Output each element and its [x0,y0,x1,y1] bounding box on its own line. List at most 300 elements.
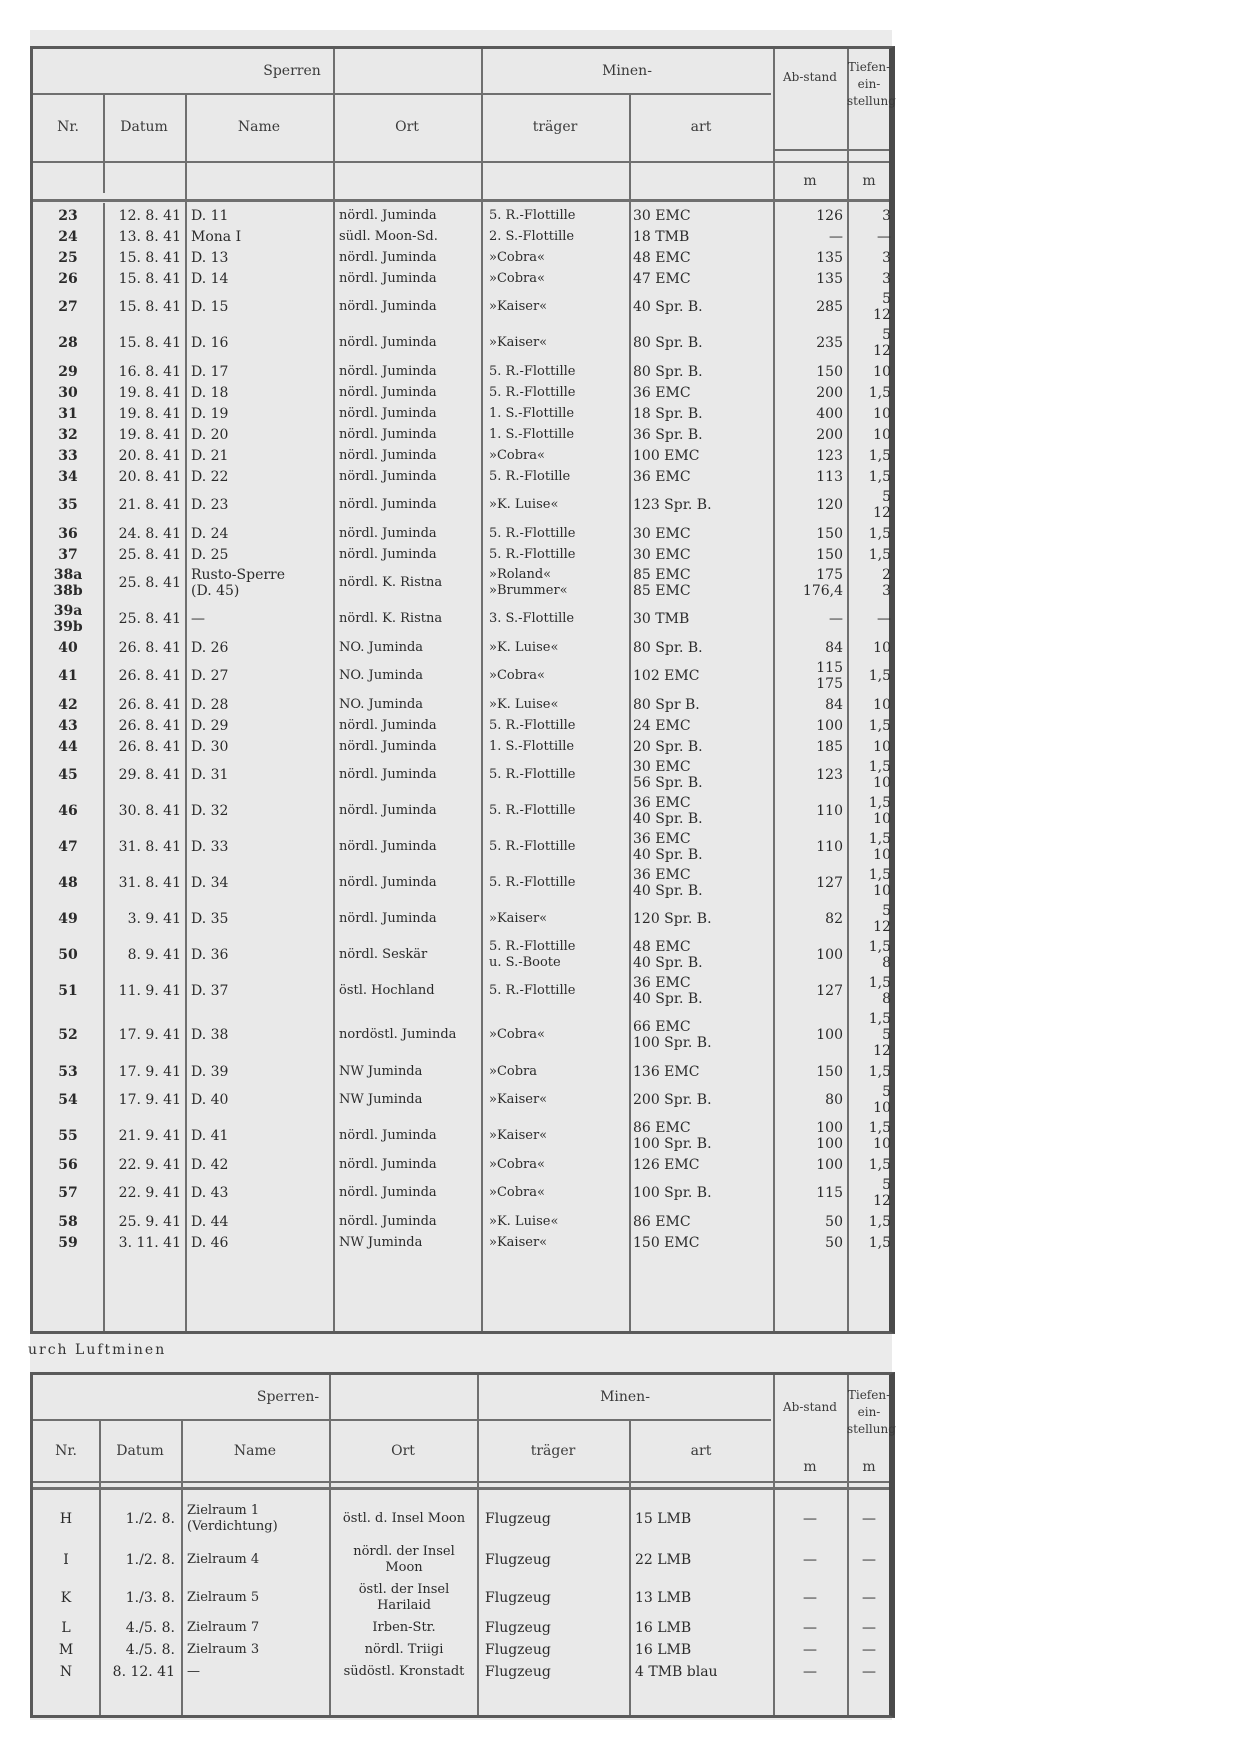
mine-barrier-table [30,46,895,1334]
cell-tiefe: — [877,229,891,245]
cell-name: — [187,1664,200,1679]
cell-nr: N [59,1664,73,1680]
cell-datum: 26. 8. 41 [118,640,181,656]
table-row [33,382,889,403]
cell-art: 120 Spr. B. [633,911,712,927]
cell-art: 150 EMC [633,1235,700,1251]
cell-traeger: »Cobra« [489,1027,545,1042]
cell-tiefe: 1,5 [868,469,891,485]
cell-datum: 22. 9. 41 [118,1185,181,1201]
cell-name: D. 29 [191,718,229,734]
table-row [33,1009,889,1061]
cell-art: 80 Spr. B. [633,335,703,351]
table-row [33,637,889,658]
cell-abstand: — [803,1664,817,1680]
cell-art: 136 EMC [633,1064,700,1080]
cell-ort: nördl. Juminda [339,271,437,286]
t2-header-sperren: Sperren- [256,1389,320,1405]
cell-art: 16 LMB [635,1620,692,1636]
cell-name: D. 17 [191,364,229,380]
cell-abstand: — [803,1511,817,1527]
cell-art: 22 LMB [635,1552,692,1568]
cell-traeger: »Kaiser« [489,335,548,350]
cell-nr: 44 [58,739,78,755]
cell-datum: 1./2. 8. [125,1511,175,1527]
header-tiefe: Tiefen-ein-stellung [847,60,896,108]
table-row [33,1497,889,1541]
cell-datum: 21. 9. 41 [118,1128,181,1144]
cell-tiefe: 1,5 [868,1214,891,1230]
cell-tiefe: 10 [873,427,891,443]
cell-name: D. 36 [191,947,229,963]
cell-traeger: »K. Luise« [489,640,559,655]
cell-art: 48 EMC [633,250,691,266]
cell-datum: 30. 8. 41 [118,803,181,819]
cell-datum: 4./5. 8. [125,1620,175,1636]
cell-datum: 4./5. 8. [125,1642,175,1658]
cell-traeger: 5. R.-Flottille [489,767,576,782]
cell-abstand: 110 [816,839,843,855]
table-row [33,424,889,445]
cell-tiefe: 1,5 10 [868,831,891,863]
cell-tiefe: 1,5 [868,1064,891,1080]
cell-ort: NW Juminda [339,1092,423,1107]
cell-traeger: »Cobra« [489,271,545,286]
cell-name: D. 19 [191,406,229,422]
cell-art: 18 TMB [633,229,690,245]
cell-tiefe: 3 [882,250,891,266]
table-row [33,487,889,523]
cell-abstand: 150 [816,526,843,542]
cell-datum: 20. 8. 41 [118,448,181,464]
cell-traeger: Flugzeug [485,1590,551,1606]
cell-datum: 3. 9. 41 [127,911,181,927]
cell-traeger: »Cobra« [489,1185,545,1200]
cell-abstand: 100 [816,1157,843,1173]
table-row [33,901,889,937]
cell-tiefe: 1,5 [868,385,891,401]
cell-traeger: 5. R.-Flottille [489,839,576,854]
cell-nr: 47 [58,839,78,855]
t2-header-nr: Nr. [55,1443,77,1459]
cell-abstand: — [803,1642,817,1658]
cell-name: Zielraum 7 [187,1620,260,1635]
cell-name: D. 35 [191,911,229,927]
table-row [33,268,889,289]
header-ort: Ort [395,119,419,135]
cell-abstand: 115 175 [816,660,843,692]
cell-nr: 23 [58,208,78,224]
cell-tiefe: 10 [873,697,891,713]
cell-ort: nördl. Juminda [339,208,437,223]
header-name: Name [237,119,281,135]
cell-nr: K [60,1590,72,1606]
cell-datum: 24. 8. 41 [118,526,181,542]
cell-traeger: 1. S.-Flottille [489,739,575,754]
cell-datum: 25. 8. 41 [118,547,181,563]
cell-traeger: »Kaiser« [489,1128,548,1143]
cell-nr: 55 [58,1128,78,1144]
cell-abstand: 127 [816,983,843,999]
cell-datum: 25. 8. 41 [118,611,181,627]
cell-traeger: »K. Luise« [489,1214,559,1229]
table-row [33,1541,889,1579]
table-row [33,1661,889,1683]
cell-nr: 57 [58,1185,78,1201]
cell-abstand: 84 [825,697,843,713]
cell-traeger: 5. R.-Flotille [489,469,571,484]
cell-abstand: — [803,1590,817,1606]
cell-tiefe: 5 12 [873,291,891,323]
cell-name: D. 46 [191,1235,229,1251]
cell-ort: nördl. Juminda [339,875,437,890]
cell-art: 85 EMC 85 EMC [633,567,691,599]
cell-nr: 56 [58,1157,78,1173]
cell-tiefe: 1,5 8 [868,939,891,971]
header-art: art [690,119,712,135]
cell-tiefe: 5 10 [873,1084,891,1116]
cell-ort: nördl. Juminda [339,427,437,442]
table-row [33,403,889,424]
cell-art: 80 Spr B. [633,697,700,713]
cell-abstand: 123 [816,767,843,783]
cell-art: 16 LMB [635,1642,692,1658]
table-row [33,937,889,973]
cell-datum: 1./2. 8. [125,1552,175,1568]
cell-traeger: Flugzeug [485,1620,551,1636]
cell-abstand: 135 [816,271,843,287]
cell-nr: 46 [58,803,78,819]
cell-name: D. 41 [191,1128,229,1144]
cell-nr: 35 [58,497,78,513]
cell-traeger: 3. S.-Flottille [489,611,575,626]
t2-header-abstand: Ab-stand [783,1400,837,1414]
cell-traeger: »Kaiser« [489,299,548,314]
table-row [33,1061,889,1082]
cell-nr: 39a 39b [53,603,83,635]
cell-tiefe: 1,5 [868,547,891,563]
cell-traeger: »Roland« »Brummer« [489,567,568,598]
cell-name: D. 42 [191,1157,229,1173]
table-row [33,829,889,865]
cell-traeger: »Cobra« [489,1157,545,1172]
cell-nr: 27 [58,299,78,315]
cell-ort: nördl. Juminda [339,547,437,562]
cell-datum: 12. 8. 41 [118,208,181,224]
cell-tiefe: 10 [873,739,891,755]
cell-tiefe: 1,5 5 12 [868,1011,891,1059]
cell-nr: H [59,1511,73,1527]
t2-header-ort: Ort [391,1443,415,1459]
cell-art: 80 Spr. B. [633,640,703,656]
table-row [33,1639,889,1661]
table-row [33,1175,889,1211]
cell-art: 200 Spr. B. [633,1092,712,1108]
cell-tiefe: 3 [882,271,891,287]
cell-ort: nördl. Juminda [339,250,437,265]
table-row [33,865,889,901]
cell-tiefe: 1,5 10 [868,759,891,791]
cell-ort: nördl. Juminda [339,739,437,754]
cell-art: 123 Spr. B. [633,497,712,513]
cell-ort: nördl. Juminda [339,364,437,379]
table-row [33,544,889,565]
cell-ort: nördl. Juminda [339,299,437,314]
cell-traeger: 5. R.-Flottille u. S.-Boote [489,939,576,970]
cell-nr: 37 [58,547,78,563]
cell-datum: 1./3. 8. [125,1590,175,1606]
table-row [33,1118,889,1154]
cell-name: Zielraum 5 [187,1590,260,1605]
cell-traeger: 2. S.-Flottille [489,229,575,244]
cell-ort: nördl. Juminda [339,1185,437,1200]
cell-name: D. 14 [191,271,229,287]
air-mine-table [30,1372,895,1718]
cell-abstand: 82 [825,911,843,927]
cell-nr: 54 [58,1092,78,1108]
cell-ort: nördl. Juminda [339,718,437,733]
t2-header-datum: Datum [116,1443,164,1459]
cell-tiefe: — [877,611,891,627]
cell-ort: nördl. Juminda [339,839,437,854]
cell-art: 40 Spr. B. [633,299,703,315]
table-row [33,757,889,793]
cell-nr: L [61,1620,71,1636]
header-nr: Nr. [57,119,79,135]
cell-art: 15 LMB [635,1511,692,1527]
table-row [33,1082,889,1118]
cell-ort: östl. der Insel Harilaid [358,1582,450,1613]
cell-art: 24 EMC [633,718,691,734]
table-row [33,1232,889,1253]
cell-ort: nördl. Juminda [339,526,437,541]
cell-art: 100 EMC [633,448,700,464]
cell-nr: M [58,1642,74,1658]
cell-traeger: 5. R.-Flottille [489,526,576,541]
cell-datum: 26. 8. 41 [118,718,181,734]
table-row [33,565,889,601]
cell-art: 36 EMC 40 Spr. B. [633,975,703,1007]
cell-nr: 40 [58,640,78,656]
cell-nr: 45 [58,767,78,783]
cell-tiefe: 2 3 [882,567,891,599]
cell-tiefe: 1,5 10 [868,867,891,899]
cell-name: D. 31 [191,767,229,783]
cell-traeger: »K. Luise« [489,697,559,712]
cell-ort: NW Juminda [339,1235,423,1250]
cell-nr: 25 [58,250,78,266]
cell-datum: 21. 8. 41 [118,497,181,513]
cell-nr: 33 [58,448,78,464]
section-caption: urch Luftminen [28,1342,167,1358]
cell-tiefe: 5 12 [873,1177,891,1209]
cell-traeger: »K. Luise« [489,497,559,512]
cell-art: 4 TMB blau [635,1664,718,1680]
table-row [33,658,889,694]
cell-name: D. 37 [191,983,229,999]
cell-art: 36 EMC 40 Spr. B. [633,795,703,827]
cell-ort: östl. d. Insel Moon [342,1511,466,1526]
cell-traeger: 5. R.-Flottille [489,385,576,400]
cell-tiefe: 1,5 [868,718,891,734]
cell-abstand: 100 [816,718,843,734]
cell-abstand: — [829,611,843,627]
cell-traeger: 5. R.-Flottille [489,718,576,733]
cell-abstand: 400 [816,406,843,422]
cell-nr: 53 [58,1064,78,1080]
header-sperren: Sperren [263,63,321,79]
cell-name: D. 40 [191,1092,229,1108]
cell-name: Zielraum 1 (Verdichtung) [187,1503,278,1534]
cell-tiefe: 1,5 10 [868,795,891,827]
cell-nr: 34 [58,469,78,485]
cell-datum: 15. 8. 41 [118,271,181,287]
cell-traeger: »Kaiser« [489,911,548,926]
cell-ort: nördl. K. Ristna [339,575,443,590]
cell-nr: 58 [58,1214,78,1230]
cell-datum: 26. 8. 41 [118,739,181,755]
t2-header-minen: Minen- [600,1389,650,1405]
cell-datum: 19. 8. 41 [118,427,181,443]
cell-datum: 15. 8. 41 [118,299,181,315]
cell-ort: nördl. Juminda [339,1157,437,1172]
cell-datum: 20. 8. 41 [118,469,181,485]
cell-nr: I [63,1552,69,1568]
cell-name: D. 22 [191,469,229,485]
cell-datum: 8. 12. 41 [112,1664,175,1680]
cell-name: Zielraum 3 [187,1642,260,1657]
cell-ort: nördl. Juminda [339,767,437,782]
cell-tiefe: 5 12 [873,489,891,521]
cell-art: 36 EMC [633,469,691,485]
cell-nr: 28 [58,335,78,351]
cell-tiefe: 10 [873,640,891,656]
cell-datum: 13. 8. 41 [118,229,181,245]
cell-tiefe: 5 12 [873,903,891,935]
cell-ort: NW Juminda [339,1064,423,1079]
cell-datum: 26. 8. 41 [118,697,181,713]
cell-traeger: »Cobra [489,1064,538,1079]
cell-abstand: 100 [816,947,843,963]
cell-abstand: 100 100 [816,1120,843,1152]
cell-nr: 26 [58,271,78,287]
cell-ort: NO. Juminda [339,668,424,683]
cell-name: D. 44 [191,1214,229,1230]
cell-ort: südöstl. Kronstadt [343,1664,465,1679]
cell-name: D. 33 [191,839,229,855]
cell-tiefe: — [862,1590,876,1606]
cell-abstand: 80 [825,1092,843,1108]
cell-abstand: 50 [825,1235,843,1251]
cell-name: D. 24 [191,526,229,542]
cell-tiefe: 1,5 [868,1157,891,1173]
cell-name: D. 20 [191,427,229,443]
cell-tiefe: — [862,1642,876,1658]
header-abstand: Ab-stand [783,70,837,84]
cell-ort: südl. Moon-Sd. [339,229,438,244]
cell-art: 126 EMC [633,1157,700,1173]
cell-name: D. 18 [191,385,229,401]
t2-header-unit-tiefe: m [862,1459,876,1475]
cell-ort: nördl. Juminda [339,1214,437,1229]
cell-abstand: 200 [816,385,843,401]
cell-traeger: 5. R.-Flottille [489,875,576,890]
cell-ort: nordöstl. Juminda [339,1027,457,1042]
table-row [33,361,889,382]
cell-traeger: 5. R.-Flottille [489,364,576,379]
cell-nr: 49 [58,911,78,927]
table-row [33,523,889,544]
cell-art: 102 EMC [633,668,700,684]
cell-art: 86 EMC 100 Spr. B. [633,1120,712,1152]
cell-abstand: 235 [816,335,843,351]
cell-art: 30 EMC [633,547,691,563]
cell-traeger: Flugzeug [485,1552,551,1568]
cell-tiefe: 1,5 8 [868,975,891,1007]
cell-ort: nördl. Triigi [364,1642,444,1657]
cell-datum: 15. 8. 41 [118,250,181,266]
cell-ort: östl. Hochland [339,983,435,998]
cell-tiefe: 1,5 [868,668,891,684]
table-row [33,694,889,715]
cell-name: D. 43 [191,1185,229,1201]
cell-art: 86 EMC [633,1214,691,1230]
cell-nr: 24 [58,229,78,245]
cell-tiefe: — [862,1511,876,1527]
cell-tiefe: 3 [882,208,891,224]
cell-art: 36 EMC [633,385,691,401]
cell-ort: nördl. Juminda [339,803,437,818]
cell-name: Rusto-Sperre (D. 45) [191,567,286,599]
cell-name: D. 15 [191,299,229,315]
cell-name: D. 27 [191,668,229,684]
cell-nr: 38a 38b [53,567,83,599]
cell-name: D. 21 [191,448,229,464]
cell-name: Mona I [191,229,242,245]
cell-datum: 25. 8. 41 [118,575,181,591]
cell-abstand: 150 [816,364,843,380]
table-row [33,226,889,247]
cell-ort: nördl. K. Ristna [339,611,443,626]
cell-nr: 31 [58,406,78,422]
header-traeger: träger [532,119,578,135]
cell-tiefe: — [862,1552,876,1568]
header-unit-abstand: m [803,173,817,189]
cell-abstand: 50 [825,1214,843,1230]
cell-datum: 31. 8. 41 [118,875,181,891]
cell-ort: nördl. Juminda [339,911,437,926]
cell-name: D. 39 [191,1064,229,1080]
cell-traeger: »Kaiser« [489,1092,548,1107]
t2-header-unit-abstand: m [803,1459,817,1475]
cell-name: D. 23 [191,497,229,513]
cell-traeger: Flugzeug [485,1664,551,1680]
cell-tiefe: 5 12 [873,327,891,359]
cell-traeger: »Cobra« [489,250,545,265]
table-row [33,445,889,466]
cell-ort: nördl. Juminda [339,497,437,512]
header-datum: Datum [120,119,168,135]
table-row [33,1211,889,1232]
cell-nr: 36 [58,526,78,542]
cell-nr: 52 [58,1027,78,1043]
cell-name: D. 13 [191,250,229,266]
table-row [33,466,889,487]
cell-traeger: »Cobra« [489,668,545,683]
cell-datum: 17. 9. 41 [118,1092,181,1108]
cell-nr: 29 [58,364,78,380]
cell-art: 80 Spr. B. [633,364,703,380]
